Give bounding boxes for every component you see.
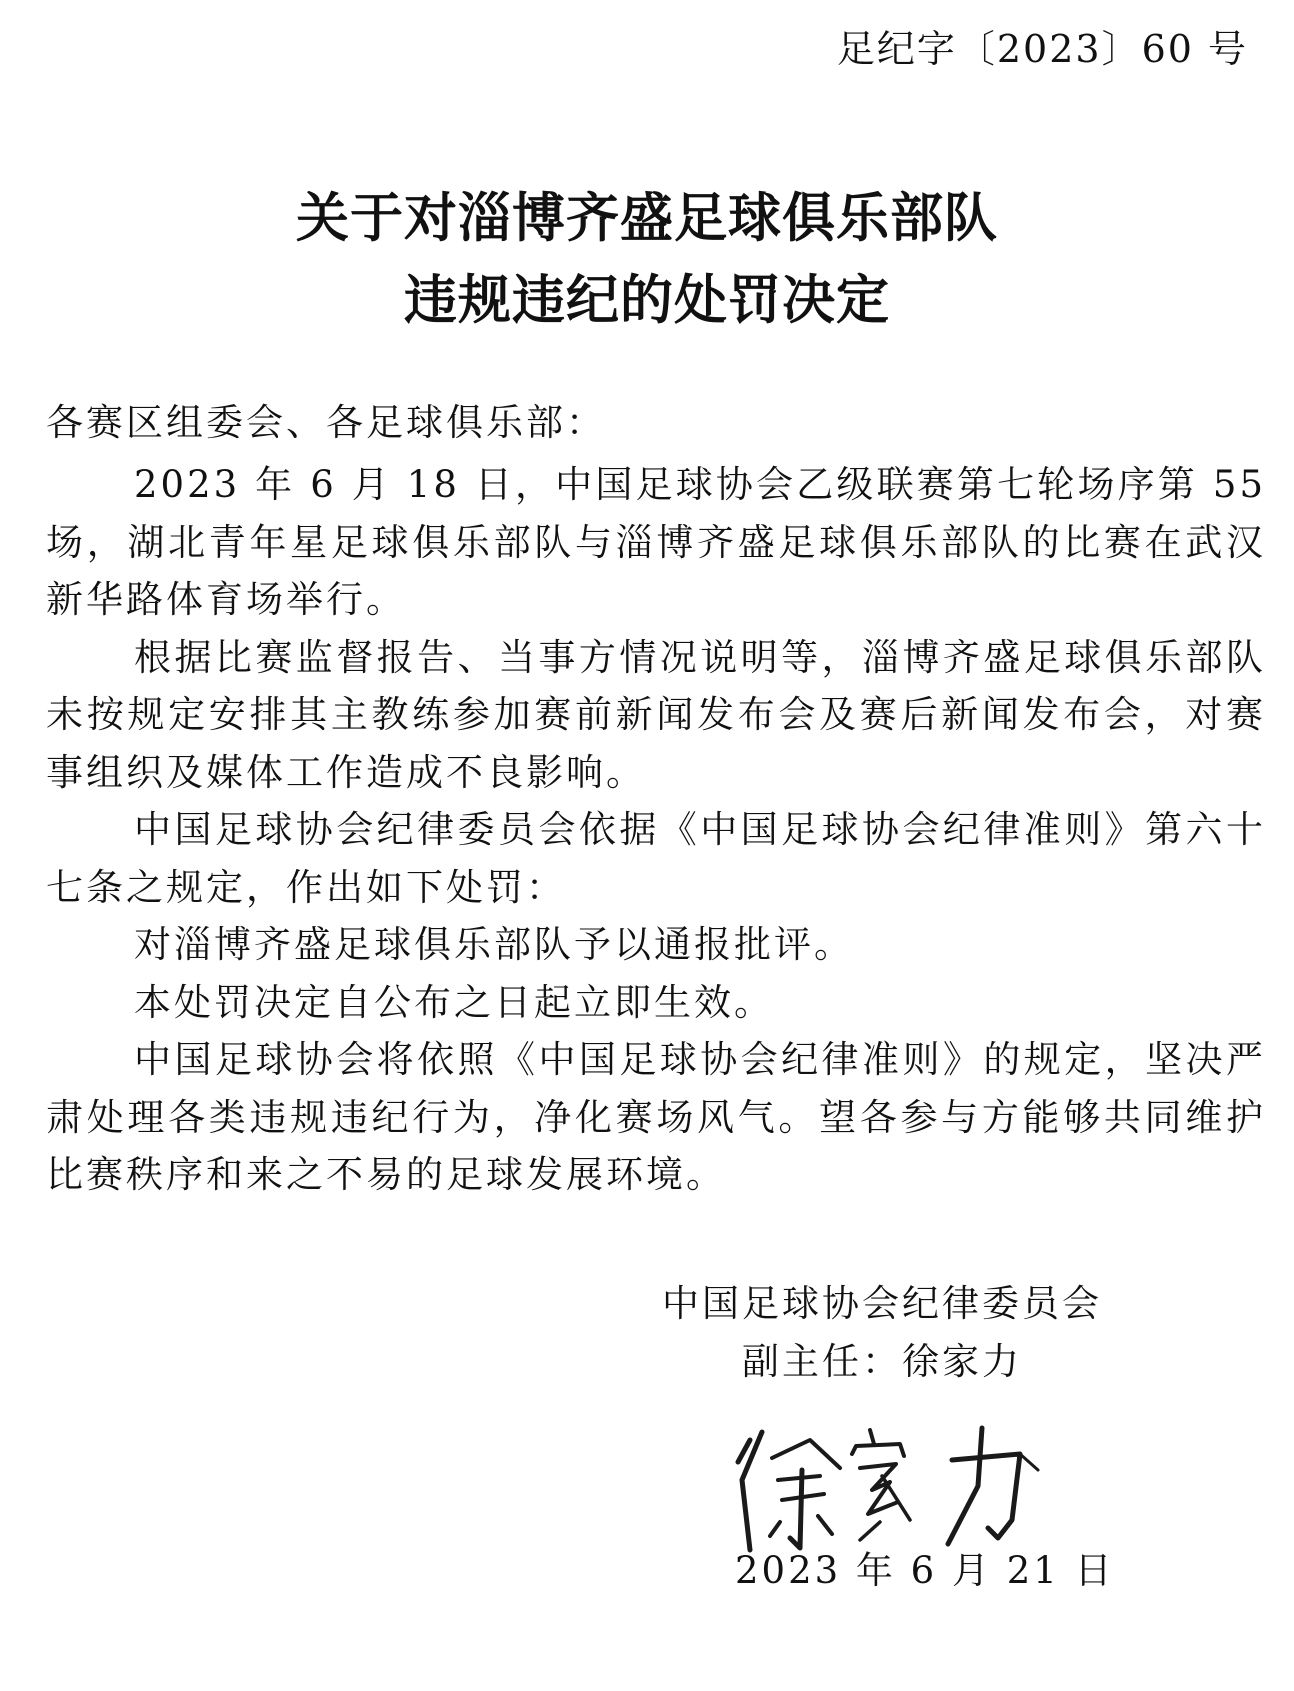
signatory-role: 副主任：徐家力 bbox=[742, 1340, 1022, 1383]
title-line-1: 关于对淄博齐盛足球俱乐部队 bbox=[296, 188, 998, 249]
document-title bbox=[0, 178, 1294, 342]
signing-date: 2023 年 6 月 21 日 bbox=[735, 1549, 1115, 1592]
paragraph: 对淄博齐盛足球俱乐部队予以通报批评。 bbox=[134, 923, 854, 966]
paragraph: 根据比赛监督报告、当事方情况说明等，淄博齐盛足球俱乐部队未按规定安排其主教练参加赛前新闻发布会及赛后新闻发布会，对赛事组织及媒体工作造成不良影响。 bbox=[46, 635, 1266, 794]
paragraph: 2023 年 6 月 18 日，中国足球协会乙级联赛第七轮场序第 55 场，湖北青年星足球俱乐部队与淄博齐盛足球俱乐部队的比赛在武汉新华路体育场举行。 bbox=[46, 463, 1266, 621]
title-line-2: 违规违纪的处罚决定 bbox=[404, 270, 890, 331]
document-body bbox=[46, 456, 1266, 1204]
paragraph: 中国足球协会纪律委员会依据《中国足球协会纪律准则》第六十七条之规定，作出如下处罚： bbox=[46, 808, 1266, 909]
paragraph: 中国足球协会将依照《中国足球协会纪律准则》的规定，坚决严肃处理各类违规违纪行为，净化赛场风气。望各参与方能够共同维护比赛秩序和来之不易的足球发展环境。 bbox=[46, 1038, 1266, 1196]
document-number: 足纪字〔2023〕60 号 bbox=[836, 27, 1248, 71]
salutation: 各赛区组委会、各足球俱乐部： bbox=[46, 401, 606, 444]
paragraph: 本处罚决定自公布之日起立即生效。 bbox=[134, 980, 774, 1024]
signing-organization: 中国足球协会纪律委员会 bbox=[662, 1282, 1102, 1325]
handwritten-signature bbox=[720, 1410, 1060, 1560]
